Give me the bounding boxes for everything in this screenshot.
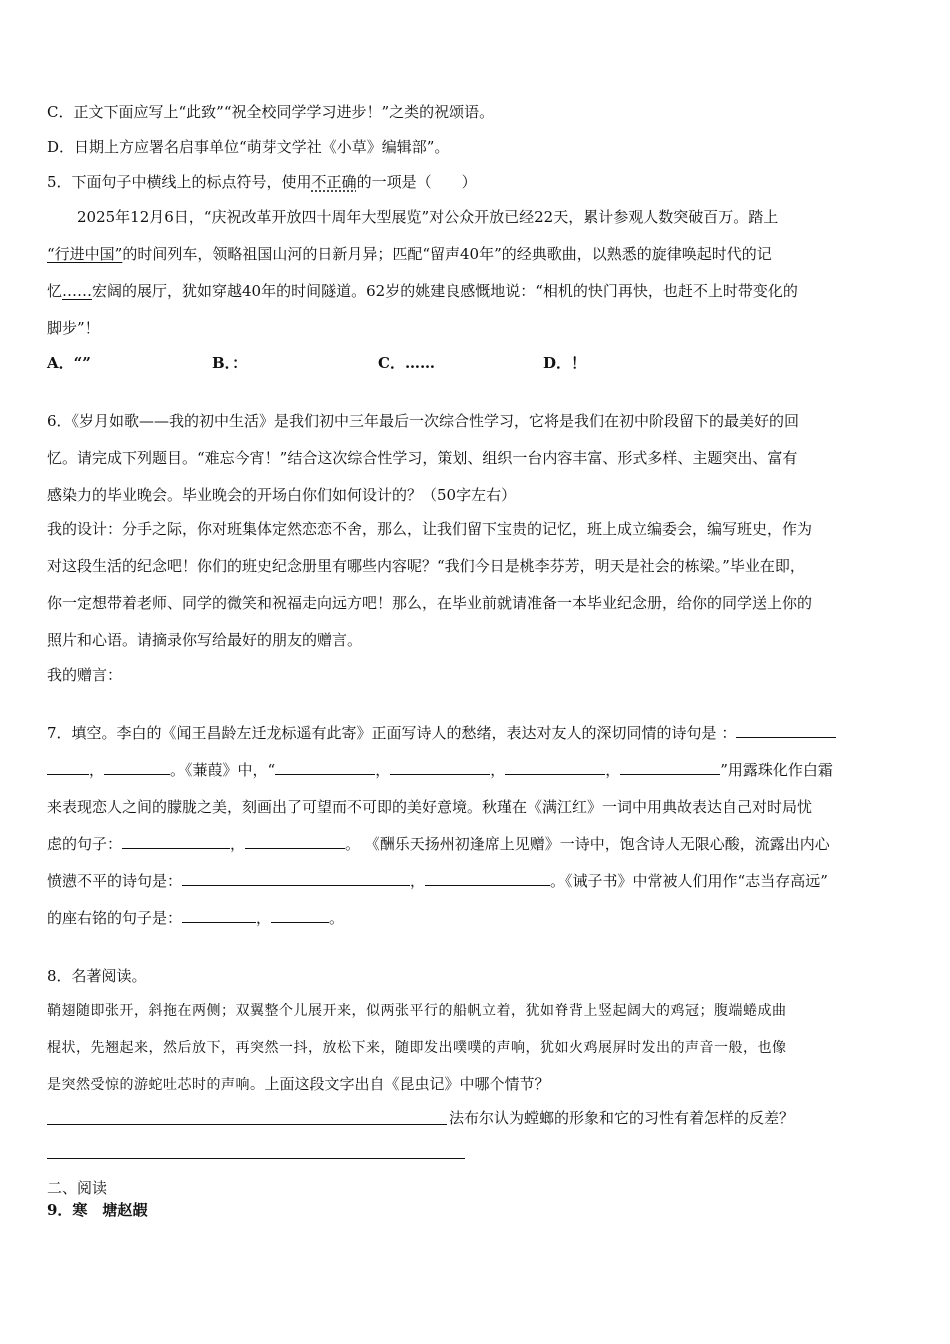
- fill-blank[interactable]: [182, 908, 256, 923]
- q5-passage-line-2: [47, 244, 910, 264]
- fill-blank[interactable]: [122, 834, 230, 849]
- q7-line-1: [47, 723, 910, 743]
- q7-text: 。: [329, 909, 345, 927]
- q7-text: 。《蒹葭》中，“: [170, 761, 276, 779]
- q7-text: ，: [605, 761, 621, 779]
- q5-passage-line-4: 脚步”！: [47, 319, 100, 337]
- q5-option-d: D．！: [543, 354, 587, 372]
- q7-text: 。《诫子书》中常被人们用作“志当存高远”: [550, 872, 828, 890]
- q7-text: ，: [230, 835, 246, 853]
- q5-emphasis-word: 不正确: [311, 173, 357, 191]
- q6-line-3: 感染力的毕业晚会。毕业晚会的开场白你们如何设计的？（50字左右）: [47, 486, 517, 504]
- q7-line-5: [47, 871, 910, 891]
- q5-passage-line-3: [47, 281, 910, 301]
- fill-blank[interactable]: [104, 760, 170, 775]
- q6-line-1: 6．《岁月如歌——我的初中生活》是我们初中三年最后一次综合性学习，它将是我们在初中阶段留下的最美好的回: [47, 412, 800, 430]
- q5-stem-part1: 5．下面句子中横线上的标点符号，使用: [47, 173, 312, 191]
- q8-question-2: 法布尔认为螳螂的形象和它的习性有着怎样的反差？: [449, 1109, 795, 1127]
- q5-underlined-ellipsis: ……: [62, 282, 93, 300]
- q7-line-4: [47, 834, 910, 854]
- q9-heading: 9．寒 塘赵嘏: [47, 1201, 148, 1219]
- q7-text: ，: [490, 761, 506, 779]
- fill-blank[interactable]: [182, 871, 410, 886]
- answer-line[interactable]: [47, 1158, 465, 1159]
- q5-passage-line-1: 2025年12月6日，“庆祝改革开放四十周年大型展览”对公众开放已经22天，累计参观人数突破百万。踏上: [77, 208, 779, 226]
- q6-line-6: 你一定想带着老师、同学的微笑和祝福走向远方吧！那么，在毕业前就请准备一本毕业纪念册，给你的同学送上你的: [47, 594, 813, 612]
- q6-line-4: 我的设计：分手之际，你对班集体定然恋恋不舍，那么，让我们留下宝贵的记忆，班上成立编委会，编写班史，作为: [47, 520, 813, 538]
- q5-option-c: C．……: [378, 354, 435, 372]
- q7-text: ，: [256, 909, 272, 927]
- answer-line[interactable]: [47, 1124, 447, 1125]
- q8-excerpt-line-2: 棍状，先翘起来，然后放下，再突然一抖，放松下来，随即发出噗噗的声响，犹如火鸡展屏时发出的声音一般，也像: [47, 1040, 787, 1056]
- q5-option-b: B．：: [212, 354, 248, 372]
- fill-blank[interactable]: [505, 760, 605, 775]
- q7-text: ，: [89, 761, 105, 779]
- q8-heading: 8．名著阅读。: [47, 967, 147, 985]
- q5-passage-text: 宏阔的展厅，犹如穿越40年的时间隧道。62岁的姚建良感慨地说：“相机的快门再快，也赶不上时带变化的: [92, 282, 798, 300]
- q5-passage-text: 的时间列车，领略祖国山河的日新月异；匹配“留声40年”的经典歌曲，以熟悉的旋律唤起时代的记: [122, 245, 772, 263]
- q5-stem-part2: 的一项是（ ）: [356, 173, 477, 191]
- option-c-line: C．正文下面应写上“此致”“祝全校同学学习进步！”之类的祝颂语。: [47, 103, 495, 121]
- fill-blank[interactable]: [736, 723, 836, 738]
- q5-passage-text: 忆: [47, 282, 63, 300]
- q6-line-5: 对这段生活的纪念吧！你们的班史纪念册里有哪些内容呢？“我们今日是桃李芬芳，明天是社会的栋梁。”毕业在即，: [47, 557, 805, 575]
- q7-text: 愤懑不平的诗句是：: [47, 872, 183, 890]
- section-heading-reading: 二、阅读: [47, 1179, 108, 1197]
- q7-text: ，: [375, 761, 391, 779]
- q8-excerpt-line-1: 鞘翅随即张开，斜拖在两侧；双翼整个儿展开来，似两张平行的船帆立着，犹如脊背上竖起阔大的鸡冠；腹端蜷成曲: [47, 1003, 787, 1019]
- fill-blank[interactable]: [271, 908, 329, 923]
- q8-question-text: 上面这段文字出自《昆虫记》中哪个情节？: [264, 1075, 550, 1093]
- fill-blank[interactable]: [620, 760, 720, 775]
- q6-line-7: 照片和心语。请摘录你写给最好的朋友的赠言。: [47, 631, 363, 649]
- fill-blank[interactable]: [275, 760, 375, 775]
- q7-text: 的座右铭的句子是：: [47, 909, 183, 927]
- q7-text: 虑的句子：: [47, 835, 123, 853]
- q8-excerpt-text: 是突然受惊的游蛇吐芯时的声响。: [47, 1077, 265, 1093]
- q7-line-2: [47, 760, 910, 780]
- fill-blank[interactable]: [245, 834, 345, 849]
- q5-underlined-phrase: “行进中国”: [47, 245, 123, 263]
- option-d-line: D．日期上方应署名启事单位“萌芽文学社《小草》编辑部”。: [47, 138, 450, 156]
- q7-text: ，: [410, 872, 426, 890]
- q6-answer-label: 我的赠言：: [47, 666, 123, 684]
- q8-excerpt-line-3: [47, 1074, 910, 1095]
- q5-option-a: A．“”: [47, 354, 91, 372]
- fill-blank[interactable]: [47, 760, 89, 775]
- question-5-stem: [47, 172, 910, 192]
- fill-blank[interactable]: [390, 760, 490, 775]
- q6-line-2: 忆。请完成下列题目。“难忘今宵！”结合这次综合性学习，策划、组织一台内容丰富、形式多样、主题突出、富有: [47, 449, 798, 467]
- q7-line-6: [47, 908, 910, 928]
- q7-line-3: 来表现恋人之间的朦胧之美，刻画出了可望而不可即的美好意境。秋瑾在《满江红》一词中用典故表达自己对时局忧: [47, 798, 813, 816]
- q7-text: 7．填空。李白的《闻王昌龄左迁龙标遥有此寄》正面写诗人的愁绪，表达对友人的深切同情的诗句是 ：: [47, 724, 737, 742]
- q7-text: 。 《酬乐天扬州初逢席上见赠》一诗中，饱含诗人无限心酸，流露出内心: [345, 835, 830, 853]
- q7-text: ”用露珠化作白霜: [720, 761, 833, 779]
- fill-blank[interactable]: [425, 871, 550, 886]
